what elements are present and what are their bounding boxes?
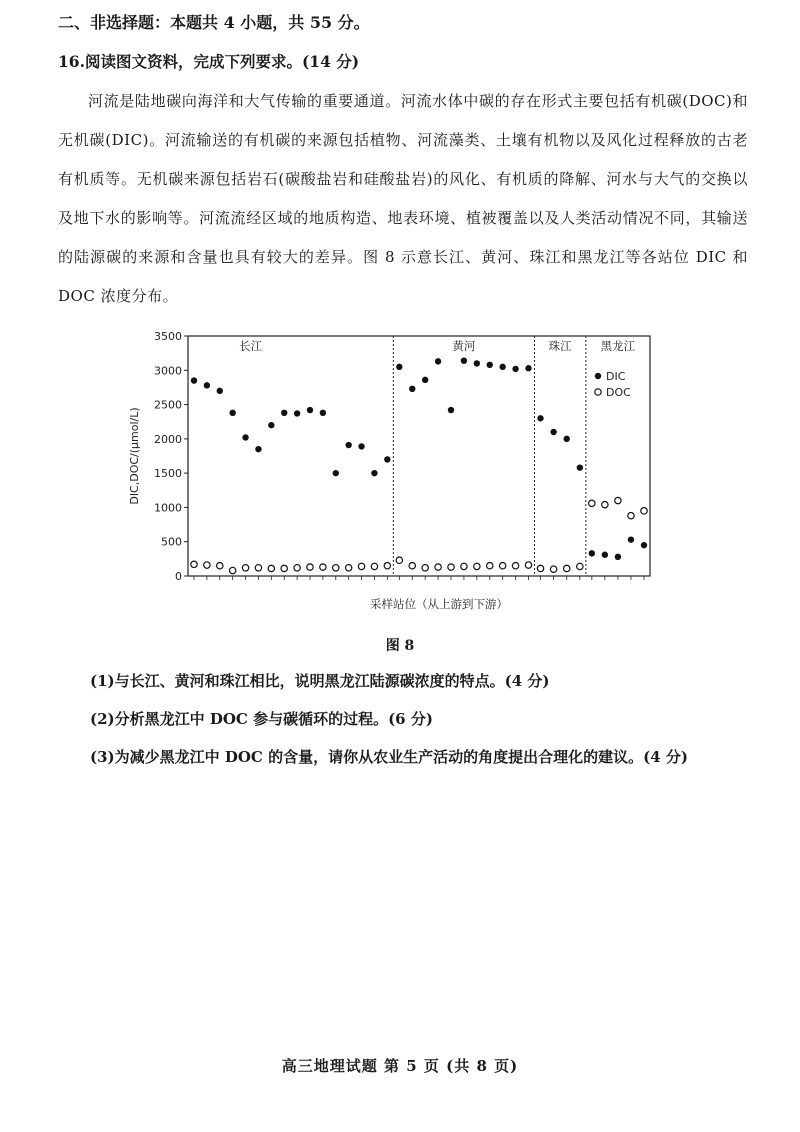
sub-question-2: (2)分析黑龙江中 DOC 参与碳循环的过程。(6 分) bbox=[90, 710, 433, 728]
doc-point bbox=[422, 565, 428, 571]
legend-dic-marker bbox=[595, 373, 601, 379]
dic-point bbox=[268, 422, 274, 428]
y-tick-label: 3000 bbox=[154, 364, 182, 378]
dic-point bbox=[577, 464, 583, 470]
doc-point bbox=[242, 565, 248, 571]
y-tick-label: 1500 bbox=[154, 467, 182, 481]
y-tick-label: 500 bbox=[161, 535, 182, 549]
dic-point bbox=[294, 410, 300, 416]
dic-point bbox=[512, 366, 518, 372]
doc-point bbox=[333, 565, 339, 571]
doc-point bbox=[537, 565, 543, 571]
y-tick-label: 2000 bbox=[154, 432, 182, 446]
doc-point bbox=[204, 562, 210, 568]
doc-point bbox=[191, 561, 197, 567]
doc-point bbox=[641, 508, 647, 514]
doc-point bbox=[268, 565, 274, 571]
sub-question-1: (1)与长江、黄河和珠江相比，说明黑龙江陆源碳浓度的特点。(4 分) bbox=[90, 672, 550, 690]
doc-point bbox=[487, 563, 493, 569]
dic-point bbox=[435, 358, 441, 364]
dic-point bbox=[396, 364, 402, 370]
dic-point bbox=[537, 415, 543, 421]
dic-point bbox=[525, 365, 531, 371]
doc-point bbox=[320, 564, 326, 570]
dic-point bbox=[641, 542, 647, 548]
doc-point bbox=[384, 563, 390, 569]
legend-doc-marker bbox=[595, 389, 601, 395]
dic-point bbox=[550, 429, 556, 435]
doc-point bbox=[435, 564, 441, 570]
dic-point bbox=[474, 360, 480, 366]
doc-point bbox=[461, 563, 467, 569]
dic-point bbox=[371, 470, 377, 476]
doc-point bbox=[448, 564, 454, 570]
dic-point bbox=[307, 407, 313, 413]
dic-point bbox=[615, 554, 621, 560]
question-passage: 河流是陆地碳向海洋和大气传输的重要通道。河流水体中碳的存在形式主要包括有机碳(DOC)和无机碳(DIC)。河流输送的有机碳的来源包括植物、河流藻类、土壤有机物以及风化过程释放的古老有机质等。无机碳来源包括岩石(碳酸盐岩和硅酸盐岩)的风化、有机质的降解、河水与大气的交换以及地下水的影响等。河流流经区域的地质构造、地表环境、植被覆盖以及人类活动情况不同，其输送的陆源碳的来源和含量也具有较大的差异。图 8 示意长江、黄河、珠江和黑龙江等各站位 DIC 和 DOC 浓度分布。 bbox=[58, 92, 748, 305]
dic-point bbox=[255, 446, 261, 452]
y-tick-label: 0 bbox=[175, 570, 182, 583]
doc-point bbox=[628, 512, 634, 518]
legend-label: DOC bbox=[606, 386, 631, 399]
panel-name: 黑龙江 bbox=[600, 339, 636, 353]
page-footer: 高三地理试题 第 5 页 (共 8 页) bbox=[281, 1057, 519, 1075]
doc-point bbox=[255, 565, 261, 571]
dic-point bbox=[204, 382, 210, 388]
dic-point bbox=[628, 536, 634, 542]
doc-point bbox=[281, 565, 287, 571]
doc-point bbox=[474, 563, 480, 569]
figure-caption: 图 8 bbox=[385, 638, 415, 654]
dic-point bbox=[409, 386, 415, 392]
dic-point bbox=[448, 407, 454, 413]
doc-point bbox=[564, 565, 570, 571]
doc-point bbox=[358, 563, 364, 569]
doc-point bbox=[512, 563, 518, 569]
doc-point bbox=[499, 563, 505, 569]
doc-point bbox=[294, 565, 300, 571]
doc-point bbox=[396, 557, 402, 563]
sub-question-3: (3)为减少黑龙江中 DOC 的含量，请你从农业生产活动的角度提出合理化的建议。(4 分) bbox=[90, 748, 688, 766]
y-tick-label: 3500 bbox=[154, 330, 182, 343]
doc-point bbox=[615, 497, 621, 503]
panel-name: 黄河 bbox=[452, 339, 476, 353]
panel-name: 长江 bbox=[239, 339, 263, 353]
dic-point bbox=[320, 410, 326, 416]
doc-point bbox=[550, 566, 556, 572]
dic-point bbox=[422, 377, 428, 383]
panel-name: 珠江 bbox=[548, 339, 572, 353]
dic-point bbox=[564, 436, 570, 442]
dic-point bbox=[487, 362, 493, 368]
question-title: 16.阅读图文资料，完成下列要求。(14 分) bbox=[58, 52, 360, 71]
doc-point bbox=[345, 565, 351, 571]
doc-point bbox=[307, 564, 313, 570]
doc-point bbox=[409, 563, 415, 569]
dic-point bbox=[242, 434, 248, 440]
x-axis-label: 采样站位（从上游到下游） bbox=[370, 597, 508, 611]
legend-label: DIC bbox=[606, 370, 626, 383]
doc-point bbox=[229, 567, 235, 573]
dic-point bbox=[333, 470, 339, 476]
dic-point bbox=[358, 443, 364, 449]
doc-point bbox=[525, 562, 531, 568]
dic-point bbox=[602, 552, 608, 558]
dic-point bbox=[191, 377, 197, 383]
dic-point bbox=[217, 388, 223, 394]
doc-point bbox=[577, 563, 583, 569]
doc-point bbox=[589, 500, 595, 506]
dic-point bbox=[281, 410, 287, 416]
dic-point bbox=[229, 410, 235, 416]
chart-svg bbox=[120, 322, 680, 622]
dic-point bbox=[384, 456, 390, 462]
doc-point bbox=[602, 501, 608, 507]
doc-point bbox=[371, 563, 377, 569]
y-axis-label: DIC,DOC/(μmol/L) bbox=[128, 407, 141, 505]
doc-point bbox=[217, 563, 223, 569]
y-tick-label: 1000 bbox=[154, 501, 182, 515]
dic-point bbox=[499, 364, 505, 370]
section-heading: 二、非选择题：本题共 4 小题，共 55 分。 bbox=[58, 13, 370, 32]
dic-point bbox=[345, 442, 351, 448]
dic-point bbox=[589, 550, 595, 556]
y-tick-label: 2500 bbox=[154, 398, 182, 412]
figure-8-chart bbox=[120, 322, 680, 622]
plot-frame bbox=[188, 336, 650, 576]
dic-point bbox=[461, 357, 467, 363]
